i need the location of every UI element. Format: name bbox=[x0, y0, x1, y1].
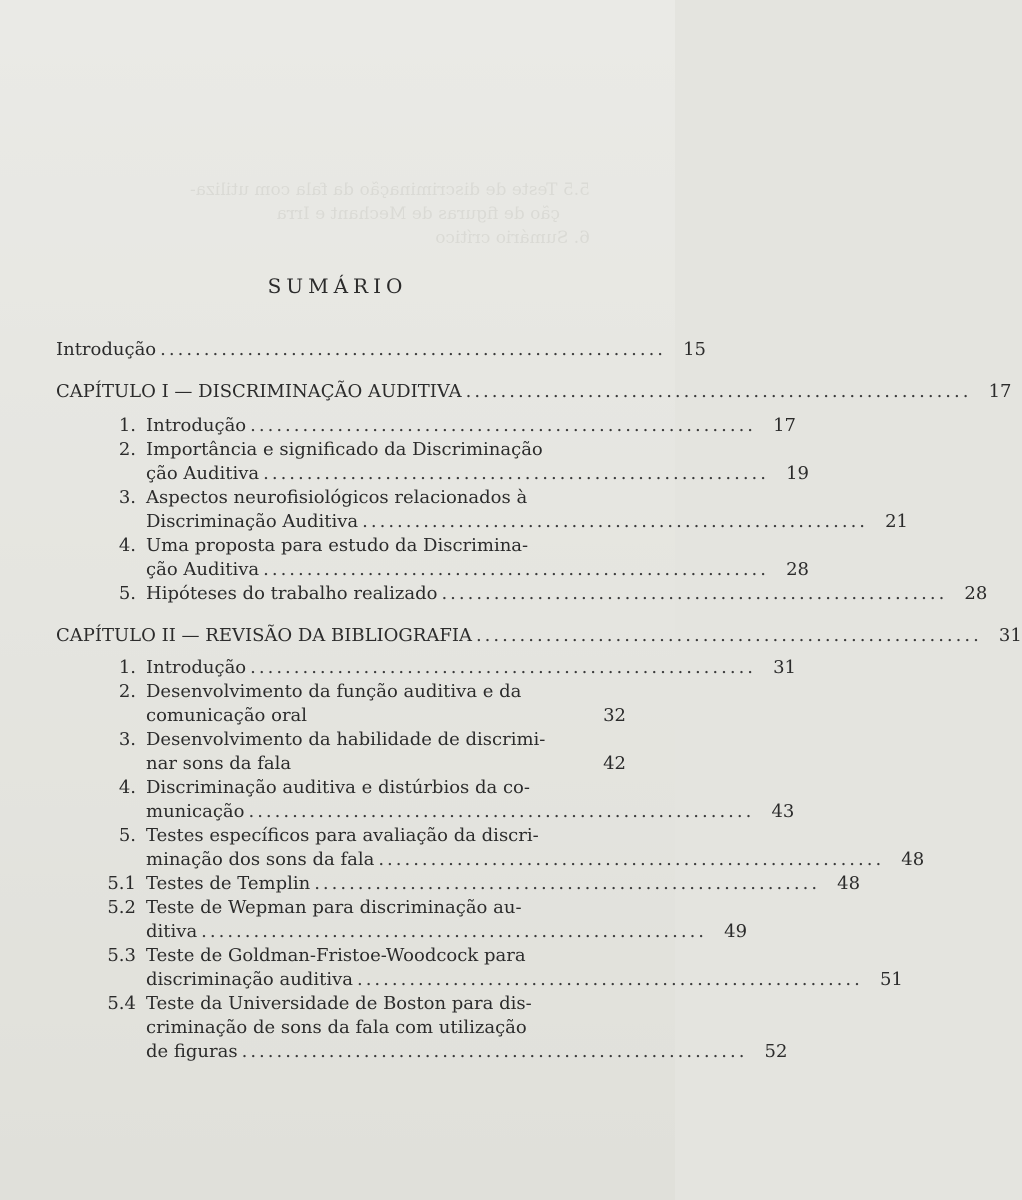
leader-dots: .......................................................... bbox=[441, 583, 948, 604]
leader-dots: .......................................................... bbox=[465, 381, 972, 402]
page-number: 51 bbox=[879, 969, 903, 990]
entry-text: Desenvolvimento da função auditiva e da bbox=[146, 681, 522, 702]
toc-entry bbox=[56, 656, 797, 680]
entry-number: 3. bbox=[118, 487, 136, 508]
leader-dots: .......................................................... bbox=[475, 625, 982, 646]
entry-number: 5. bbox=[118, 825, 136, 846]
page-number: 31 bbox=[773, 657, 797, 678]
toc-entry bbox=[56, 776, 626, 800]
entry-text: municação bbox=[146, 801, 245, 822]
toc-entry-continuation bbox=[56, 462, 809, 486]
entry-number: 5.4 bbox=[107, 993, 136, 1014]
toc-entry-introducao bbox=[56, 338, 707, 362]
leader-dots: .......................................................... bbox=[250, 415, 757, 436]
page-number: 17 bbox=[988, 381, 1012, 402]
page-number: 43 bbox=[771, 801, 795, 822]
page-title: SUMÁRIO bbox=[267, 274, 408, 298]
leader-dots: .......................................................... bbox=[250, 657, 757, 678]
toc-entry-continuation bbox=[56, 704, 626, 728]
leader-dots: .......................................................... bbox=[248, 801, 755, 822]
ghost-line: 6. Sumário crítico bbox=[435, 228, 590, 248]
page-number: 48 bbox=[901, 849, 925, 870]
entry-text: ção Auditiva bbox=[146, 463, 260, 484]
entry-number: 5.2 bbox=[107, 897, 136, 918]
toc-chapter-2 bbox=[56, 624, 1022, 648]
entry-number: 5. bbox=[118, 583, 136, 604]
leader-dots: .......................................................... bbox=[314, 873, 821, 894]
page-number: 48 bbox=[837, 873, 861, 894]
page-number: 42 bbox=[603, 753, 626, 774]
page-number: 28 bbox=[786, 559, 809, 580]
leader-dots: .......................................................... bbox=[362, 511, 869, 532]
entry-text: comunicação oral bbox=[146, 705, 308, 726]
toc-entry-continuation bbox=[56, 1040, 788, 1064]
toc-entry-continuation bbox=[56, 558, 809, 582]
entry-text: Introdução bbox=[56, 339, 157, 360]
entry-text: Teste da Universidade de Boston para dis- bbox=[146, 993, 532, 1014]
entry-number: 5.1 bbox=[107, 873, 136, 894]
toc-entry bbox=[56, 438, 626, 462]
entry-text: Importância e significado da Discriminação bbox=[146, 439, 543, 460]
entry-number: 2. bbox=[118, 681, 136, 702]
page-number: 21 bbox=[885, 511, 909, 532]
leader-dots: .......................................................... bbox=[201, 921, 708, 942]
entry-text: ção Auditiva bbox=[146, 559, 260, 580]
entry-text: criminação de sons da fala com utilização bbox=[146, 1017, 527, 1038]
leader-dots: .......................................................... bbox=[263, 463, 769, 484]
entry-text: discriminação auditiva bbox=[146, 969, 353, 990]
entry-text: Teste de Wepman para discriminação au- bbox=[146, 897, 522, 918]
toc-entry bbox=[56, 824, 626, 848]
toc-entry-continuation bbox=[56, 920, 748, 944]
entry-text: Uma proposta para estudo da Discrimina- bbox=[146, 535, 529, 556]
entry-text: Discriminação auditiva e distúrbios da co- bbox=[146, 777, 530, 798]
toc-entry bbox=[56, 944, 626, 968]
entry-text: Discriminação Auditiva bbox=[146, 511, 359, 532]
entry-number: 4. bbox=[118, 535, 136, 556]
toc-entry bbox=[56, 486, 626, 510]
chapter-title: CAPÍTULO I — DISCRIMINAÇÃO AUDITIVA bbox=[56, 381, 462, 402]
entry-text: Hipóteses do trabalho realizado bbox=[146, 583, 438, 604]
page-number: 15 bbox=[683, 339, 707, 360]
chapter-title: CAPÍTULO II — REVISÃO DA BIBLIOGRAFIA bbox=[56, 625, 472, 646]
page-number: 49 bbox=[724, 921, 748, 942]
ghost-line: 5.5 Teste de discriminação da fala com utiliza- bbox=[190, 180, 590, 200]
entry-text: Testes específicos para avaliação da discri- bbox=[146, 825, 539, 846]
toc-entry bbox=[56, 414, 797, 438]
toc-entry bbox=[56, 992, 626, 1016]
entry-text: ditiva bbox=[146, 921, 198, 942]
entry-number: 1. bbox=[118, 657, 136, 678]
leader-dots: .......................................................... bbox=[263, 559, 769, 580]
leader-dots: .......................................................... bbox=[356, 969, 863, 990]
entry-text: Teste de Goldman-Fristoe-Woodcock para bbox=[146, 945, 526, 966]
entry-number: 5.3 bbox=[107, 945, 136, 966]
toc-entry-continuation bbox=[56, 968, 903, 992]
page-number: 17 bbox=[773, 415, 797, 436]
entry-text: Desenvolvimento da habilidade de discrimi- bbox=[146, 729, 546, 750]
page-number: 28 bbox=[964, 583, 988, 604]
toc-entry bbox=[56, 728, 626, 752]
ghost-line: ção de figuras de Mechant e Irra bbox=[276, 204, 560, 224]
table-of-contents bbox=[56, 338, 1022, 1064]
page-number: 31 bbox=[998, 625, 1022, 646]
show-through-text bbox=[130, 178, 590, 250]
entry-text: Introdução bbox=[146, 415, 247, 436]
entry-number: 3. bbox=[118, 729, 136, 750]
entry-number: 4. bbox=[118, 777, 136, 798]
toc-entry bbox=[56, 680, 626, 704]
page-number: 52 bbox=[764, 1041, 788, 1062]
leader-dots: .......................................................... bbox=[160, 339, 667, 360]
entry-number: 1. bbox=[118, 415, 136, 436]
entry-text: Testes de Templin bbox=[146, 873, 311, 894]
toc-entry-continuation bbox=[56, 510, 909, 534]
toc-entry-continuation bbox=[56, 848, 925, 872]
leader-dots: .......................................................... bbox=[378, 849, 885, 870]
toc-chapter-1 bbox=[56, 380, 1012, 404]
entry-text: nar sons da fala bbox=[146, 753, 292, 774]
entry-text: Aspectos neurofisiológicos relacionados à bbox=[146, 487, 528, 508]
toc-entry bbox=[56, 896, 626, 920]
leader-dots: .......................................................... bbox=[241, 1041, 748, 1062]
entry-text: minação dos sons da fala bbox=[146, 849, 375, 870]
entry-text: de figuras bbox=[146, 1041, 238, 1062]
page-number: 19 bbox=[786, 463, 809, 484]
entry-text: Introdução bbox=[146, 657, 247, 678]
entry-number: 2. bbox=[118, 439, 136, 460]
toc-entry bbox=[56, 534, 626, 558]
toc-entry bbox=[56, 582, 988, 606]
toc-entry-continuation bbox=[56, 800, 795, 824]
page-number: 32 bbox=[603, 705, 626, 726]
toc-entry-continuation bbox=[56, 752, 626, 776]
toc-entry-continuation bbox=[56, 1016, 626, 1040]
toc-entry bbox=[56, 872, 861, 896]
